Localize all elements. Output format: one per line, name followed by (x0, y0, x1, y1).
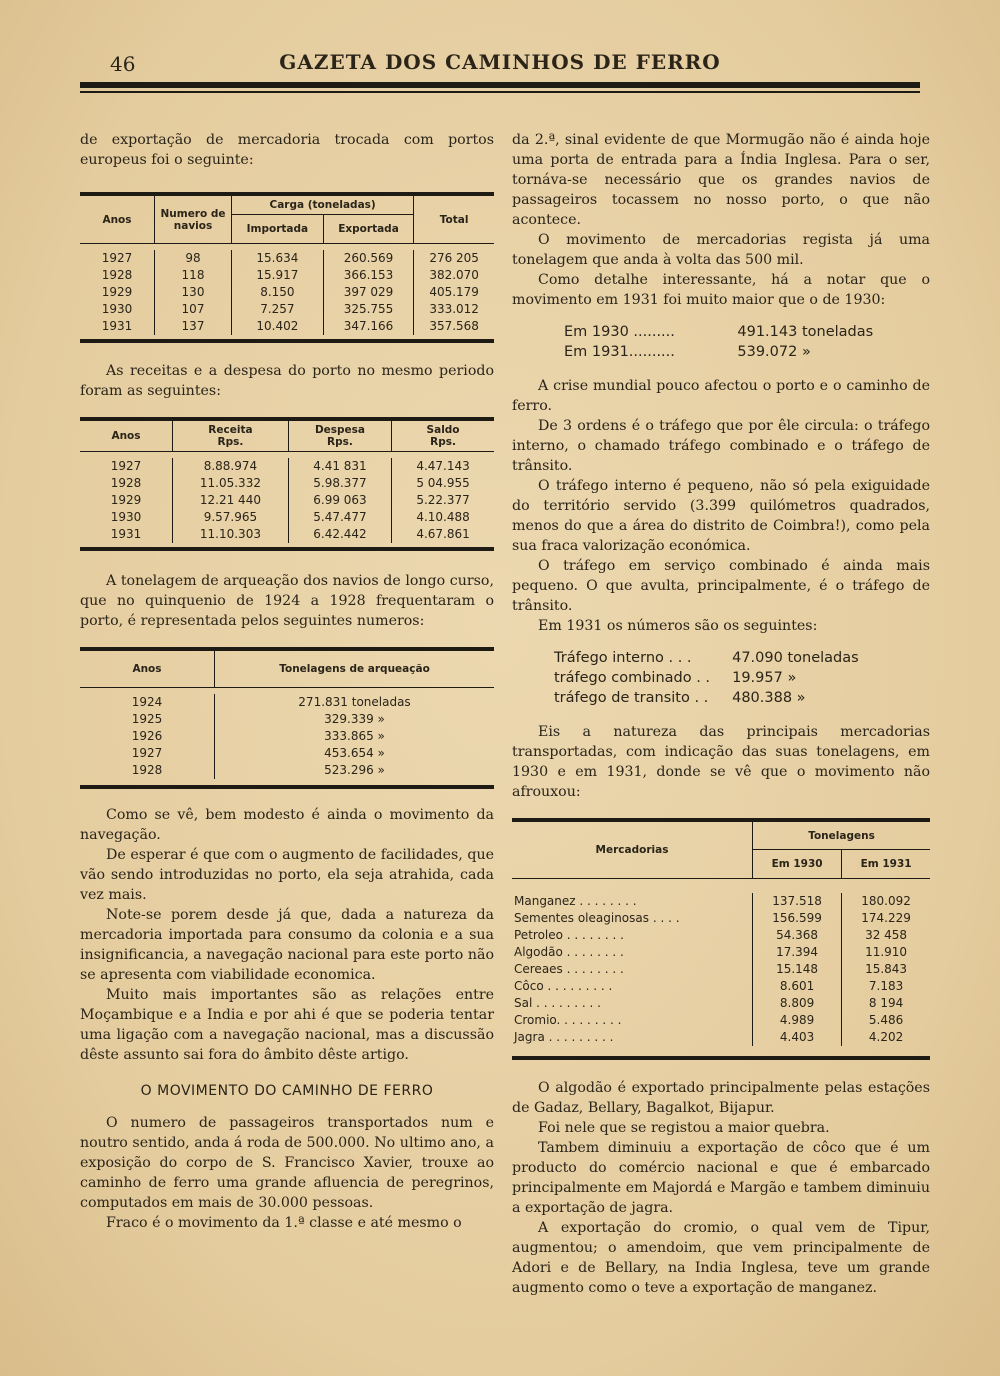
paragraph: O algodão é exportado principalmente pelas estações de Gadaz, Bellary, Bagalkot, Bijapur. (512, 1080, 930, 1116)
table-row: 1928 118 15.917 366.153 382.070 (80, 267, 494, 284)
paragraph: O tráfego interno é pequeno, não só pela exiguidade do território servido (3.399 quilómetros quadrados, menos do que a área do distrito de Coimbra!), como pela sua fraca valorização económica. (512, 478, 930, 554)
page-header (80, 46, 920, 86)
list-item: Em 1930 ......... 491.143 toneladas (564, 324, 874, 340)
paragraph: Em 1931 os números são os seguintes: (538, 618, 818, 634)
col-header-saldo: Saldo Rps. (392, 421, 494, 452)
paragraph: Como detalhe interessante, há a notar que o movimento em 1931 foi muito maior que o de 1930: (512, 272, 930, 308)
table-row: 1930 9.57.965 5.47.477 4.10.488 (80, 509, 494, 526)
paragraph: Fraco é o movimento da 1.ª classe e até mesmo o (106, 1215, 462, 1231)
list-item: Tráfego interno . . . 47.090 toneladas (554, 650, 859, 666)
section-heading: O MOVIMENTO DO CAMINHO DE FERRO (140, 1083, 434, 1099)
col-header-anos: Anos (80, 196, 155, 244)
list-item: tráfego combinado . . 19.957 » (554, 670, 797, 686)
table-row: Algodão . . . . . . . . 17.394 11.910 (512, 944, 930, 961)
paragraph: Muito mais importantes são as relações entre Moçambique e a India e por ahi é que se poderia tentar uma ligação com a navegação nacional, mas a discussão dêste assunto sai fora do âmbito dêste artigo. (80, 987, 494, 1063)
paragraph: Tambem diminuiu a exportação de côco que é um producto do comércio nacional e que é embarcado principalmente em Majordá e Margão e tambem diminuiu a exportação de jagra. (512, 1140, 930, 1216)
col-header-mercadorias: Mercadorias (512, 822, 753, 879)
ships-table (80, 192, 494, 343)
paragraph: de exportação de mercadoria trocada com portos europeus foi o seguinte: (80, 132, 494, 168)
table-row: Cereaes . . . . . . . . 15.148 15.843 (512, 961, 930, 978)
table-row: 1928 11.05.332 5.98.377 5 04.955 (80, 475, 494, 492)
left-column (80, 130, 494, 1233)
col-header-1931: Em 1931 (842, 850, 930, 879)
traffic-list (554, 648, 930, 708)
tonnage-table (80, 647, 494, 789)
table-row: Jagra . . . . . . . . . 4.403 4.202 (512, 1029, 930, 1046)
page-number: 46 (110, 52, 136, 76)
header-rule-thin (80, 91, 920, 93)
col-header-anos: Anos (80, 421, 173, 452)
table-row: Côco . . . . . . . . . 8.601 7.183 (512, 978, 930, 995)
paragraph: Note-se porem desde já que, dada a natureza da mercadoria importada para consumo da colonia e a sua insignificancia, a navegação nacional para este porto não se apresenta com viabilidade economica. (80, 907, 494, 983)
revenue-table (80, 417, 494, 551)
col-header-carga: Carga (toneladas) (232, 196, 414, 215)
paragraph: O numero de passageiros transportados num e noutro sentido, anda á roda de 500.000. No ultimo ano, a exposição do corpo de S. Francisco Xavier, trouxe ao caminho de ferro uma grande afluencia de peregrinos, computados em mais de 30.000 pessoas. (80, 1115, 494, 1211)
col-header-receita: Receita Rps. (173, 421, 289, 452)
table-row: 1927 453.654 » (80, 745, 494, 762)
paragraph: Eis a natureza das principais mercadorias transportadas, com indicação das suas tonelagens, em 1930 e em 1931, donde se vê que o movimento não afrouxou: (512, 724, 930, 800)
table-row: 1929 12.21 440 6.99 063 5.22.377 (80, 492, 494, 509)
table-row: 1930 107 7.257 325.755 333.012 (80, 301, 494, 318)
table-row: 1928 523.296 » (80, 762, 494, 779)
table-row: Manganez . . . . . . . . 137.518 180.092 (512, 893, 930, 910)
table-row: Sal . . . . . . . . . 8.809 8 194 (512, 995, 930, 1012)
col-header-total: Total (414, 196, 494, 244)
table-row: 1931 137 10.402 347.166 357.568 (80, 318, 494, 335)
paragraph: As receitas e a despesa do porto no mesmo periodo foram as seguintes: (80, 363, 494, 399)
paragraph: De 3 ordens é o tráfego que por êle circula: o tráfego interno, o chamado tráfego combinado e o tráfego de trânsito. (512, 418, 930, 474)
col-header-tonelagens: Tonelagens (753, 822, 931, 850)
paragraph: A tonelagem de arqueação dos navios de longo curso, que no quinquenio de 1924 a 1928 frequentaram o porto, é representada pelos seguintes numeros: (80, 573, 494, 629)
col-header-tonelagens: Tonelagens de arqueação (215, 651, 495, 688)
tonnage-comparison-list (564, 322, 930, 362)
col-header-navios: Numero de navios (155, 196, 232, 244)
paragraph: De esperar é que com o augmento de facilidades, que vão sendo introduzidas no porto, ela seja atrahida, cada vez mais. (80, 847, 494, 903)
table-row: 1926 333.865 » (80, 728, 494, 745)
col-header-1930: Em 1930 (753, 850, 842, 879)
table-row: 1927 98 15.634 260.569 276 205 (80, 250, 494, 267)
table-row: Petroleo . . . . . . . . 54.368 32 458 (512, 927, 930, 944)
col-header-importada: Importada (232, 215, 324, 244)
table-row: Sementes oleaginosas . . . . 156.599 174.229 (512, 910, 930, 927)
paragraph: A crise mundial pouco afectou o porto e o caminho de ferro. (512, 378, 930, 414)
col-header-anos: Anos (80, 651, 215, 688)
col-header-exportada: Exportada (323, 215, 414, 244)
list-item: tráfego de transito . . 480.388 » (554, 690, 806, 706)
paragraph: A exportação do cromio, o qual vem de Tipur, augmentou; o amendoim, que vem principalmente de Adori e de Bellary, na India Inglesa, teve um grande augmento como o teve a exportação de manganez. (512, 1220, 930, 1296)
table-row: 1929 130 8.150 397 029 405.179 (80, 284, 494, 301)
merchandise-table (512, 818, 930, 1060)
list-item: Em 1931.......... 539.072 » (564, 344, 811, 360)
table-row: 1925 329.339 » (80, 711, 494, 728)
table-row: 1927 8.88.974 4.41 831 4.47.143 (80, 458, 494, 475)
paragraph: Foi nele que se registou a maior quebra. (538, 1120, 830, 1136)
table-row: 1931 11.10.303 6.42.442 4.67.861 (80, 526, 494, 543)
paragraph: O tráfego em serviço combinado é ainda mais pequeno. O que avulta, principalmente, é o tráfego de trânsito. (512, 558, 930, 614)
header-rule (80, 82, 920, 88)
paragraph: da 2.ª, sinal evidente de que Mormugão não é ainda hoje uma porta de entrada para a Índia Inglesa. Para o ser, tornáva-se necessário que os grandes navios de passageiros tocassem no nosso porto, o que não acontece. (512, 132, 930, 228)
paragraph: Como se vê, bem modesto é ainda o movimento da navegação. (80, 807, 494, 843)
paragraph: O movimento de mercadorias regista já uma tonelagem que anda à volta das 500 mil. (512, 232, 930, 268)
journal-title: GAZETA DOS CAMINHOS DE FERRO (279, 50, 721, 74)
col-header-despesa: Despesa Rps. (288, 421, 391, 452)
right-column (512, 130, 930, 1298)
table-row: Cromio. . . . . . . . . 4.989 5.486 (512, 1012, 930, 1029)
table-row: 1924 271.831 toneladas (80, 694, 494, 711)
